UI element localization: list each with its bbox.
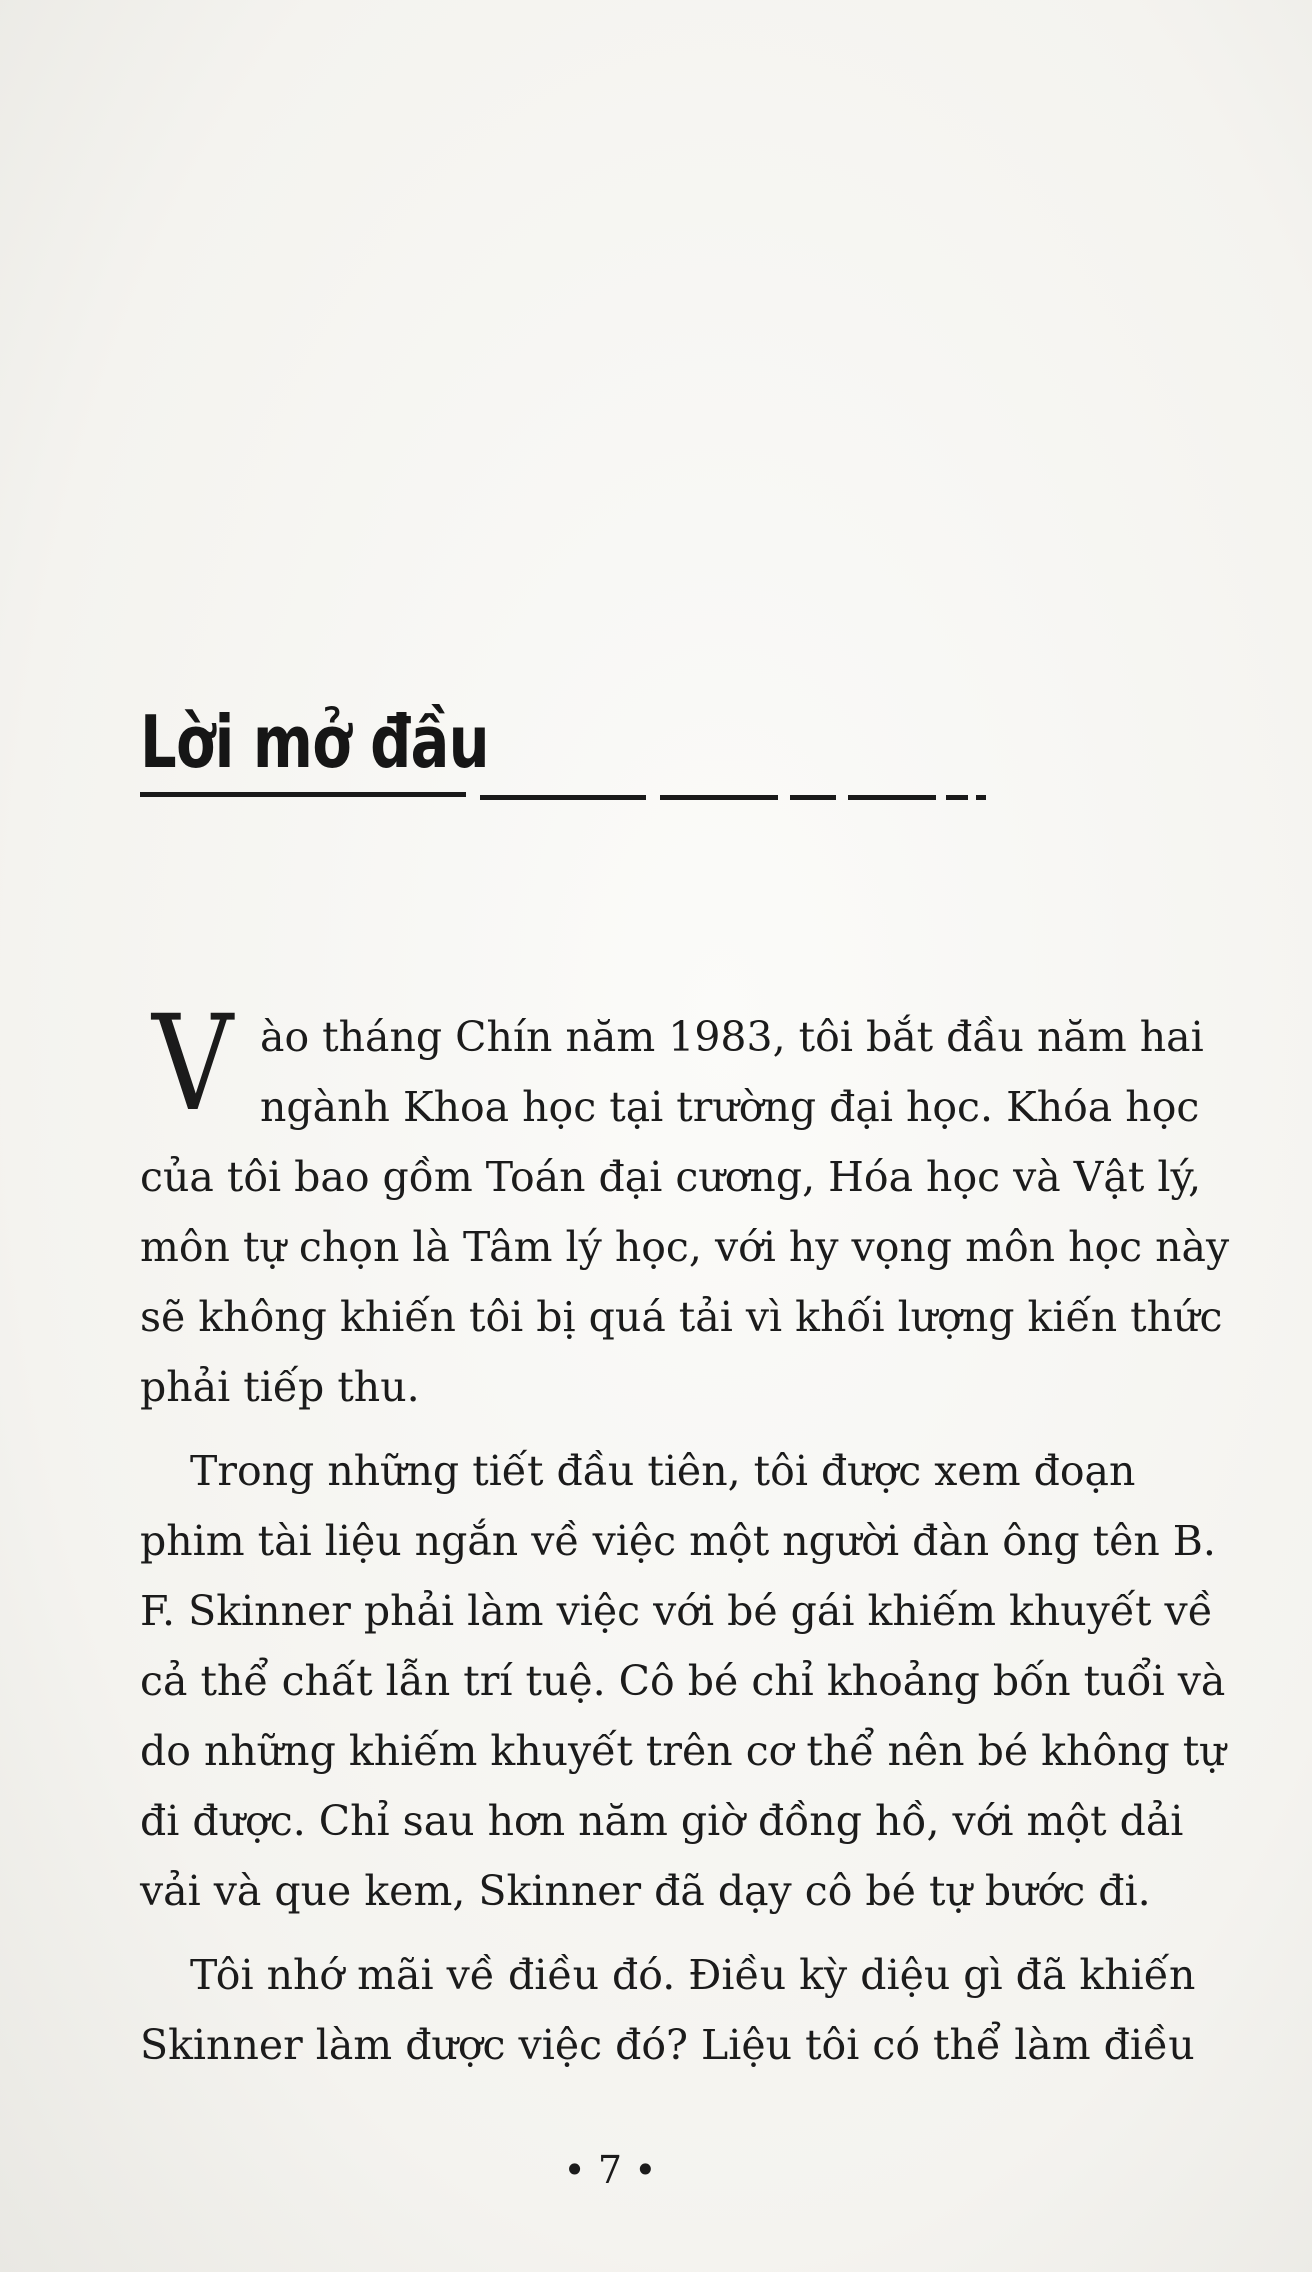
chapter-heading: Lời mở đầu — [140, 700, 489, 784]
heading-underline-dashes — [0, 795, 1312, 803]
paragraph-2-line-2: phim tài liệu ngắn về việc một người đàn ông tên B. — [140, 1517, 1216, 1565]
paragraph-2-line-7: vải và que kem, Skinner đã dạy cô bé tự bước đi. — [140, 1867, 1151, 1915]
paragraph-1-line-1: ào tháng Chín năm 1983, tôi bắt đầu năm hai — [260, 1013, 1204, 1061]
paragraph-1-line-2: ngành Khoa học tại trường đại học. Khóa học — [260, 1083, 1200, 1131]
paragraph-1-line-4: môn tự chọn là Tâm lý học, với hy vọng môn học này — [140, 1223, 1230, 1271]
page-number: • 7 • — [563, 2148, 657, 2192]
paragraph-3-line-2: Skinner làm được việc đó? Liệu tôi có thể làm điều — [140, 2021, 1195, 2069]
paragraph-1-line-5: sẽ không khiến tôi bị quá tải vì khối lượng kiến thức — [140, 1293, 1223, 1341]
paragraph-2-line-3: F. Skinner phải làm việc với bé gái khiếm khuyết về — [140, 1587, 1213, 1635]
paragraph-2-line-1: Trong những tiết đầu tiên, tôi được xem đoạn — [190, 1447, 1136, 1495]
paragraph-1-line-3: của tôi bao gồm Toán đại cương, Hóa học và Vật lý, — [140, 1153, 1202, 1201]
paragraph-2-line-5: do những khiếm khuyết trên cơ thể nên bé không tự — [140, 1727, 1226, 1775]
drop-cap: V — [152, 987, 234, 1141]
paragraph-2-line-6: đi được. Chỉ sau hơn năm giờ đồng hồ, với một dải — [140, 1797, 1184, 1845]
paragraph-2-line-4: cả thể chất lẫn trí tuệ. Cô bé chỉ khoảng bốn tuổi và — [140, 1657, 1226, 1705]
paragraph-1-line-6: phải tiếp thu. — [140, 1363, 420, 1411]
paragraph-3-line-1: Tôi nhớ mãi về điều đó. Điều kỳ diệu gì đã khiến — [190, 1951, 1196, 1999]
